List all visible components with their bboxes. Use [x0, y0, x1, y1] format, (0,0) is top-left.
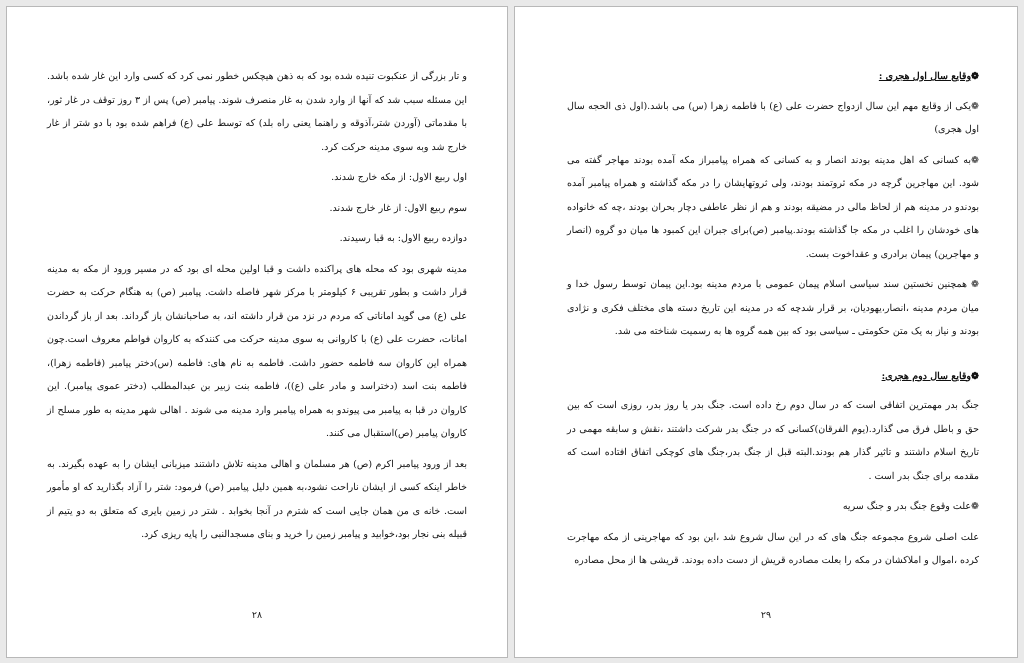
paragraph: علت اصلی شروع مجموعه جنگ های که در این سال شروع شد ،این بود که مهاجرینی از مکه مهاجرت کرده ،اموال و املاکشان در مکه را بعلت مصادره قریش از دست داده بودند. قریشی ها از محل مصادره: [567, 531, 979, 566]
page-number: ۲۹: [760, 610, 772, 621]
right-page-text: [567, 65, 979, 580]
date-line: دوازده ربیع الاول: به قبا رسیدند.: [339, 233, 467, 244]
section-heading: ❁وقایع سال اول هجری :: [878, 71, 979, 82]
section-heading: ❁وقایع سال دوم هجری:: [881, 370, 979, 382]
paragraph: و تار بزرگی از عنکبوت تنیده شده بود که به ذهن هیچکس خطور نمی کرد که کسی وارد این غار شده باشد. این مسئله سبب شد که آنها از وارد شدن به غار منصرف شوند. پیامبر (ص) پس از ۳ روز توقف در غار ثور، با مقدماتی (آوردن شتر،آذوقه و راهنما یعنی راه بلد) که توسط علی (ع) فراهم شده بود با دو شتر از غار خارج شد وبه سوی مدینه حرکت کرد.: [47, 71, 467, 153]
bullet-item: ❁به کسانی که اهل مدینه بودند انصار و به کسانی که همراه پیامبراز مکه آمده بودند مهاجر گفته می شود. این مهاجرین گرچه در مکه ثروتمند بودند، ولی ثروتهایشان را در مکه گذاشته و همراه پیامبر آمده بودندو در مدینه هم از لحاظ مالی در مضیقه بودند و هم از نظر عاطفی دچار بحران بودند ،چه که خانواده های خودشان را اغلب در مکه جا گذاشته بودند.پیامبر (ص)برای جبران این کمبود ها میان دو گروه (انصار و مهاجرین) پیمان برادری و عقداخوت بست.: [567, 154, 979, 260]
left-page: [6, 6, 508, 658]
section-heading-text: وقایع سال دوم هجری:: [881, 370, 972, 382]
spacer: [567, 351, 979, 365]
paragraph: جنگ بدر مهمترین اتفاقی است که در سال دوم رخ داده است. جنگ بدر یا روز بدر، روزی است که بین حق و باطل فرق می گذارد.(یوم الفرقان)کسانی که در جنگ بدر شرکت داشتند ،نقش و سابقه مهمی در تاریخ اسلام داشتند و تاثیر گذار هم بودند.البته قبل از جنگ بدر،جنگ های کوچکی اتفاق افتاده است که مقدمه برای جنگ بدر است .: [567, 400, 979, 482]
bullet-item: ❁ همچنین نخستین سند سیاسی اسلام پیمان عمومی با مردم مدینه بود.این پیمان توسط رسول خدا و میان مردم مدینه ،انصار،یهودیان، بر قرار شدچه که در مدینه این تاریخ دسته های مختلف فکری و نژادی بودند و نیاز به یک متن حکومتی ـ سیاسی بود که بین همه گروه ها به رسمیت شناخته می شد.: [567, 279, 979, 337]
right-page: [514, 6, 1018, 658]
subheading: ❁علت وقوع جنگ بدر و جنگ سریه: [842, 501, 979, 512]
date-line: سوم ربیع الاول: از غار خارج شدند.: [329, 202, 467, 214]
date-line: اول ربیع الاول: از مکه خارج شدند.: [331, 172, 467, 183]
left-page-text: [47, 65, 467, 554]
bullet-item: ❁یکی از وقایع مهم این سال ازدواج حضرت علی (ع) با فاطمه زهرا (س) می باشد.(اول ذی الحجه سال اول هجری): [567, 100, 979, 135]
section-heading-text: وقایع سال اول هجری :: [878, 71, 972, 82]
paragraph: مدینه شهری بود که محله های پراکنده داشت و قبا اولین محله ای بود که در مسیر ورود از مکه به مدینه قرار داشت و بطور تقریبی ۶ کیلومتر با مرکز شهر فاصله داشت. پیامبر (ص) به هنگام حرکت به حضرت علی (ع) می گوید اماناتی که مردم در نزد من قرار داشته اند، به صاحبانشان باز گرداند. بعد از باز گرداندن امانات، حضرت علی (ع) با کاروانی به سوی مدینه حرکت می کنندکه به کاروان فواطم معروف است.چون همراه این کاروان سه فاطمه حضور داشت. فاطمه به نام های: فاطمه (س)دختر پیامبر (فاطمه زهرا)، فاطمه بنت اسد (دختراسد و مادر علی (ع))، فاطمه بنت زبیر بن عبدالمطلب (دختر عموی پیامبر). این کاروان در قبا به پیامبر می پیوندو به همراه پیامبر وارد مدینه می شوند . اهالی شهر مدینه به طور مسلح از کاروان پیامبر (ص)استقبال می کنند.: [47, 263, 467, 439]
page-number: ۲۸: [251, 610, 263, 621]
paragraph: بعد از ورود پیامبر اکرم (ص) هر مسلمان و اهالی مدینه تلاش داشتند میزبانی ایشان را به عهده بگیرند. به خاطر اینکه کسی از ایشان ناراحت نشود،به همین دلیل پیامبر (ص) فرمود: شتر را آزاد بگذارید که او مأمور است. خانه ی من همان جایی است که شترم در آنجا بخوابد . شتر در زمین بایری که متعلق به دو یتیم از قبیله بنی نجار بود،خوابید و پیامبر زمین را خرید و بنای مسجدالنبی را پایه ریزی کرد.: [47, 458, 467, 540]
